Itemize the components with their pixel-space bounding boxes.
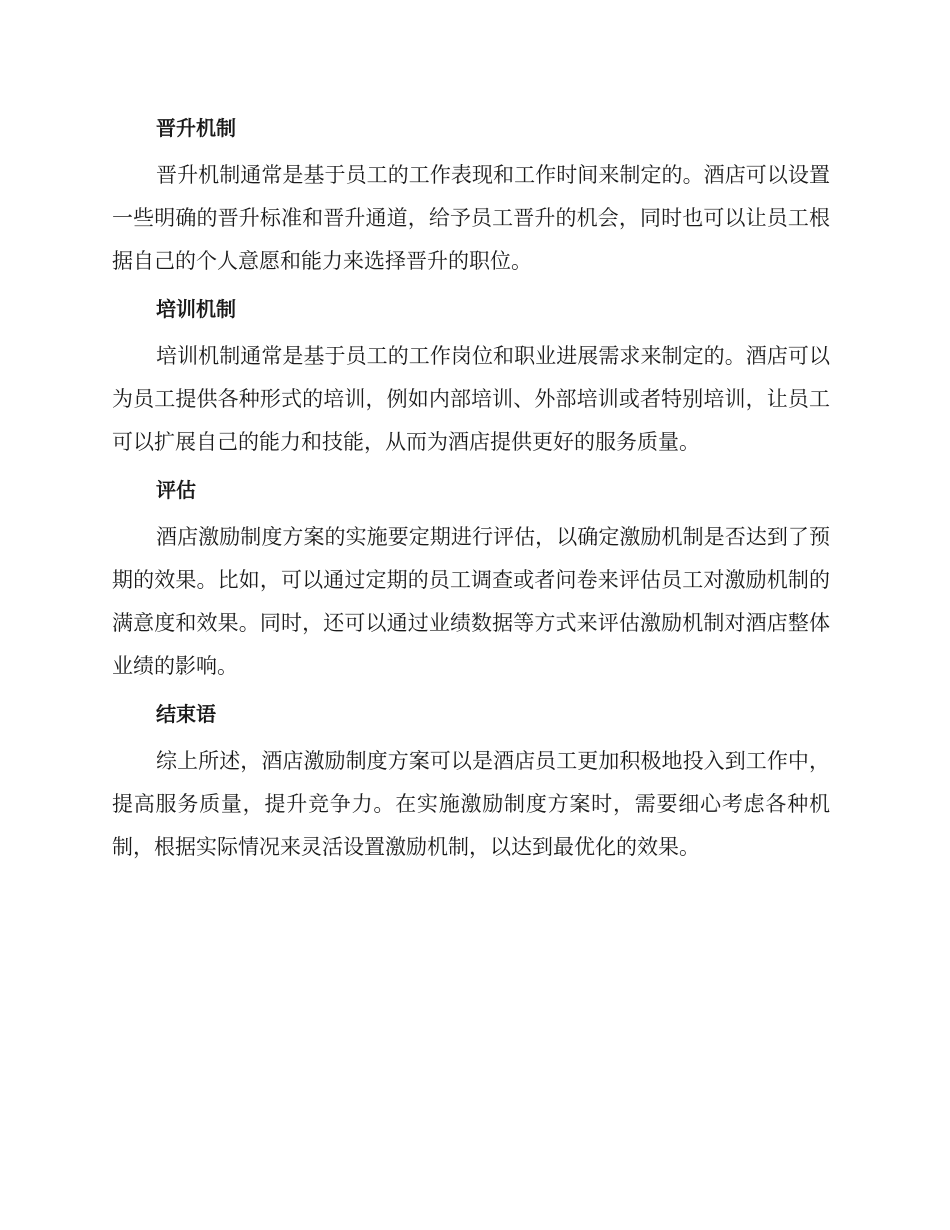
section-paragraph: 晋升机制通常是基于员工的工作表现和工作时间来制定的。酒店可以设置一些明确的晋升标准和晋升通道，给予员工晋升的机会，同时也可以让员工根据自己的个人意愿和能力来选择晋升的职位。 <box>112 163 830 273</box>
section-promotion <box>112 108 830 283</box>
section-heading: 晋升机制 <box>156 116 236 140</box>
section-heading: 评估 <box>156 478 196 502</box>
section-paragraph: 培训机制通常是基于员工的工作岗位和职业进展需求来制定的。酒店可以为员工提供各种形式的培训，例如内部培训、外部培训或者特别培训，让员工可以扩展自己的能力和技能，从而为酒店提供更好的服务质量。 <box>112 344 830 454</box>
document-page <box>112 108 830 875</box>
section-conclusion <box>112 694 830 869</box>
section-training <box>112 289 830 464</box>
section-paragraph: 酒店激励制度方案的实施要定期进行评估，以确定激励机制是否达到了预期的效果。比如，可以通过定期的员工调查或者问卷来评估员工对激励机制的满意度和效果。同时，还可以通过业绩数据等方式来评估激励机制对酒店整体业绩的影响。 <box>112 525 830 678</box>
section-heading: 结束语 <box>156 702 216 726</box>
section-heading: 培训机制 <box>156 297 236 321</box>
section-evaluation <box>112 470 830 688</box>
section-paragraph: 综上所述，酒店激励制度方案可以是酒店员工更加积极地投入到工作中，提高服务质量，提升竞争力。在实施激励制度方案时，需要细心考虑各种机制，根据实际情况来灵活设置激励机制，以达到最优化的效果。 <box>112 749 830 859</box>
